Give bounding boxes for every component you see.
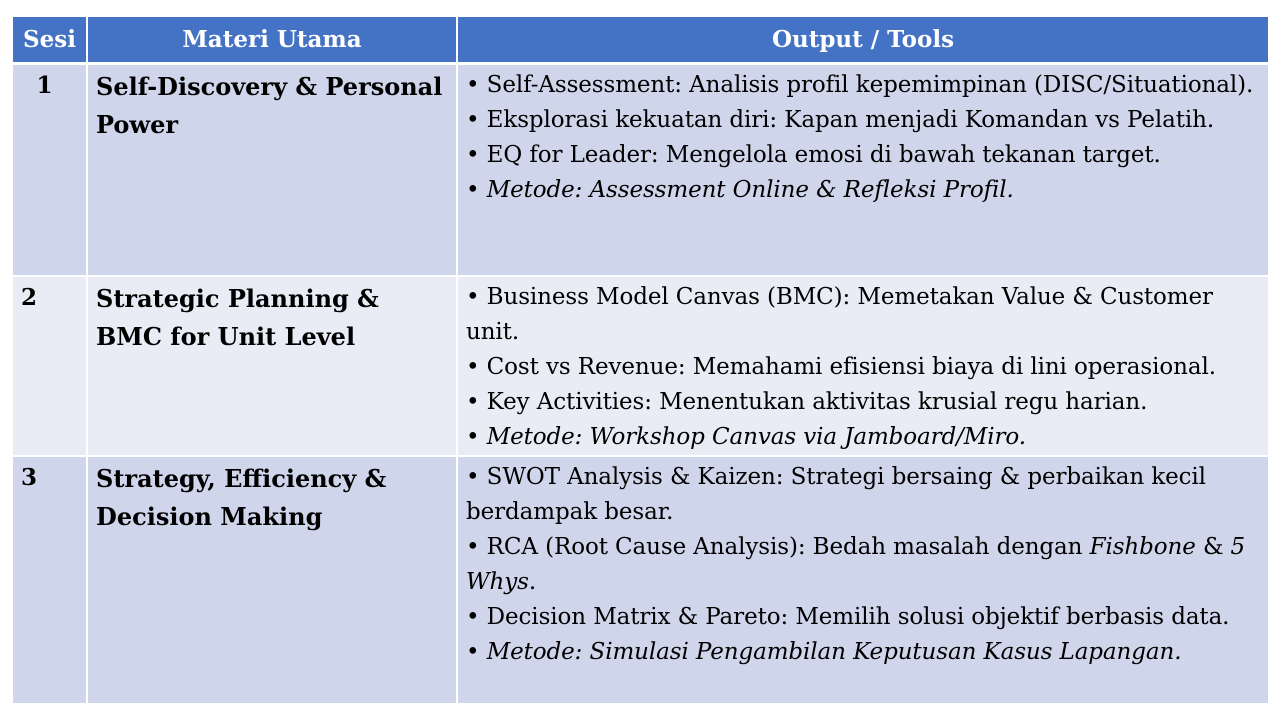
session-table — [13, 17, 1268, 705]
header-sesi: Sesi — [13, 17, 87, 63]
output-item — [466, 280, 1264, 350]
output-item-text: • Decision Matrix & Pareto: Memilih solusi objektif berbasis data. — [466, 604, 1230, 630]
table-row — [13, 276, 1268, 456]
materi-title: Strategy, Efficiency & Decision Making — [87, 456, 457, 704]
output-item-text: • Cost vs Revenue: Memahami efisiensi biaya di lini operasional. — [466, 354, 1216, 380]
output-item — [466, 635, 1264, 670]
output-item — [466, 460, 1264, 530]
output-item-text: . — [528, 569, 537, 595]
output-item — [466, 350, 1264, 385]
output-item-text: • Self-Assessment: Analisis profil kepemimpinan (DISC/Situational). — [466, 71, 1254, 98]
output-item-text: • — [466, 424, 487, 450]
sesi-number: 2 — [13, 276, 87, 456]
sesi-number: 3 — [13, 456, 87, 704]
output-item-text: • — [466, 639, 487, 665]
output-item — [466, 173, 1264, 208]
output-list — [457, 456, 1268, 704]
output-item-text: • Business Model Canvas (BMC): Memetakan Value & Customer unit. — [466, 284, 1213, 345]
table-row — [13, 456, 1268, 704]
materi-title: Strategic Planning & BMC for Unit Level — [87, 276, 457, 456]
output-list — [457, 276, 1268, 456]
output-item — [466, 103, 1264, 138]
output-item-italic-text: Metode: Simulasi Pengambilan Keputusan Kasus Lapangan. — [486, 639, 1182, 665]
output-item — [466, 530, 1264, 600]
output-item — [466, 600, 1264, 635]
output-list — [457, 63, 1268, 276]
output-item-italic-text: Fishbone — [1089, 534, 1196, 560]
output-item-italic-text: 5 Whys — [466, 534, 1246, 595]
sesi-number: 1 — [13, 63, 87, 276]
output-item-text: • — [466, 176, 487, 203]
materi-title: Self-Discovery & Personal Power — [87, 63, 457, 276]
output-item — [466, 385, 1264, 420]
output-item-text: • Eksplorasi kekuatan diri: Kapan menjadi Komandan vs Pelatih. — [466, 106, 1215, 133]
header-row — [13, 17, 1268, 63]
table-row — [13, 63, 1268, 276]
output-item-text: • RCA (Root Cause Analysis): Bedah masalah dengan — [466, 534, 1090, 560]
output-item-text: • SWOT Analysis & Kaizen: Strategi bersaing & perbaikan kecil berdampak besar. — [466, 464, 1206, 525]
header-materi: Materi Utama — [87, 17, 457, 63]
output-item-text: • EQ for Leader: Mengelola emosi di bawah tekanan target. — [466, 141, 1161, 168]
output-item-text: & — [1195, 534, 1231, 560]
output-item-italic-text: Metode: Assessment Online & Refleksi Profil. — [486, 176, 1014, 203]
output-item-text: • Key Activities: Menentukan aktivitas krusial regu harian. — [466, 389, 1148, 415]
table-header — [13, 17, 1268, 63]
header-output: Output / Tools — [457, 17, 1268, 63]
output-item — [466, 68, 1264, 103]
output-item — [466, 420, 1264, 455]
output-item-italic-text: Metode: Workshop Canvas via Jamboard/Miro. — [486, 424, 1026, 450]
table-body — [13, 63, 1268, 704]
output-item — [466, 138, 1264, 173]
